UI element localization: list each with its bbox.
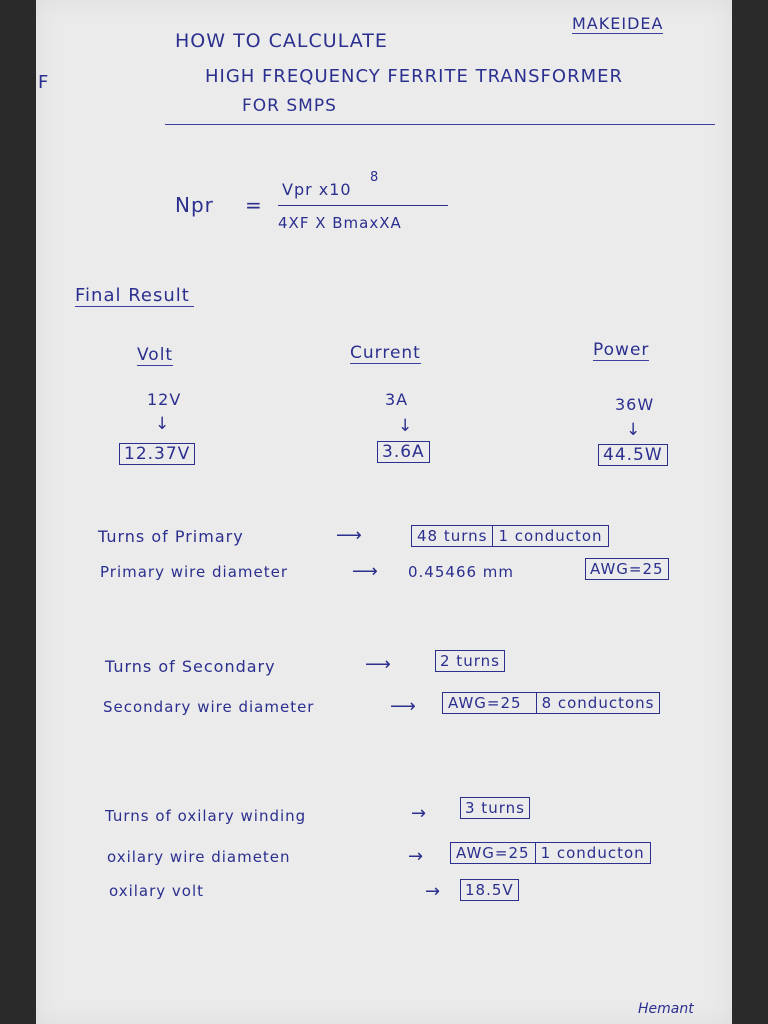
current-header: Current <box>350 343 421 363</box>
primary-turns-box <box>411 525 609 547</box>
formula-fraction-bar <box>278 205 448 206</box>
primary-diameter-label: Primary wire diameter <box>100 563 288 581</box>
secondary-turns-arrow: ⟶ <box>365 654 392 675</box>
primary-turns-value: 48 turns <box>417 527 488 545</box>
power-header: Power <box>593 340 650 360</box>
current-result-box: 3.6A <box>377 441 430 463</box>
secondary-diameter-arrow: ⟶ <box>390 696 417 717</box>
volt-result-box: 12.37V <box>119 443 195 465</box>
secondary-diameter-label: Secondary wire diameter <box>103 698 315 716</box>
secondary-spec-box <box>442 692 660 714</box>
margin-mark: F <box>38 72 50 93</box>
secondary-turns-label: Turns of Secondary <box>105 657 276 676</box>
primary-turns-label: Turns of Primary <box>98 527 244 546</box>
secondary-conductors-value: 8 conductons <box>536 693 660 713</box>
primary-turns-arrow: ⟶ <box>336 525 363 546</box>
auxiliary-volt-label: oxilary volt <box>109 882 205 900</box>
volt-arrow-down: ↓ <box>155 414 171 434</box>
title-underline <box>165 124 715 125</box>
current-input: 3A <box>385 390 409 409</box>
auxiliary-volt-box: 18.5V <box>460 879 519 901</box>
signature: Hemant <box>638 1001 694 1017</box>
title-line-1: HOW TO CALCULATE <box>175 30 388 52</box>
formula-numerator: Vpr x10 <box>282 180 352 199</box>
auxiliary-diameter-label: oxilary wire diameten <box>107 848 291 866</box>
auxiliary-diameter-arrow: → <box>408 846 425 867</box>
formula-denominator: 4XF X BmaxXA <box>278 214 402 232</box>
notebook-page <box>36 0 732 1024</box>
formula-equals: = <box>245 193 263 217</box>
power-input: 36W <box>615 395 655 414</box>
secondary-turns-box: 2 turns <box>435 650 505 672</box>
primary-awg-box: AWG=25 <box>585 558 669 580</box>
auxiliary-turns-arrow: → <box>411 803 428 824</box>
power-result-box: 44.5W <box>598 444 668 466</box>
auxiliary-spec-box <box>450 842 651 864</box>
primary-conductor-value: 1 conducton <box>492 526 607 546</box>
current-arrow-down: ↓ <box>398 416 414 436</box>
auxiliary-turns-label: Turns of oxilary winding <box>105 807 307 825</box>
volt-input: 12V <box>147 390 182 409</box>
power-arrow-down: ↓ <box>626 420 642 440</box>
formula-exponent: 8 <box>370 170 380 185</box>
auxiliary-conductor-value: 1 conducton <box>535 843 650 863</box>
secondary-awg-value: AWG=25 <box>448 694 522 712</box>
formula-lhs: Npr <box>175 193 214 217</box>
auxiliary-awg-value: AWG=25 <box>456 844 530 862</box>
primary-diameter-value: 0.45466 mm <box>408 563 515 581</box>
title-line-3: FOR SMPS <box>242 96 337 116</box>
title-line-2: HIGH FREQUENCY FERRITE TRANSFORMER <box>205 66 623 87</box>
auxiliary-volt-arrow: → <box>425 881 442 902</box>
final-result-heading: Final Result <box>75 285 194 307</box>
volt-header: Volt <box>137 345 174 365</box>
primary-diameter-arrow: ⟶ <box>352 561 379 582</box>
brand-label: MAKEIDEA <box>572 14 664 33</box>
auxiliary-turns-box: 3 turns <box>460 797 530 819</box>
